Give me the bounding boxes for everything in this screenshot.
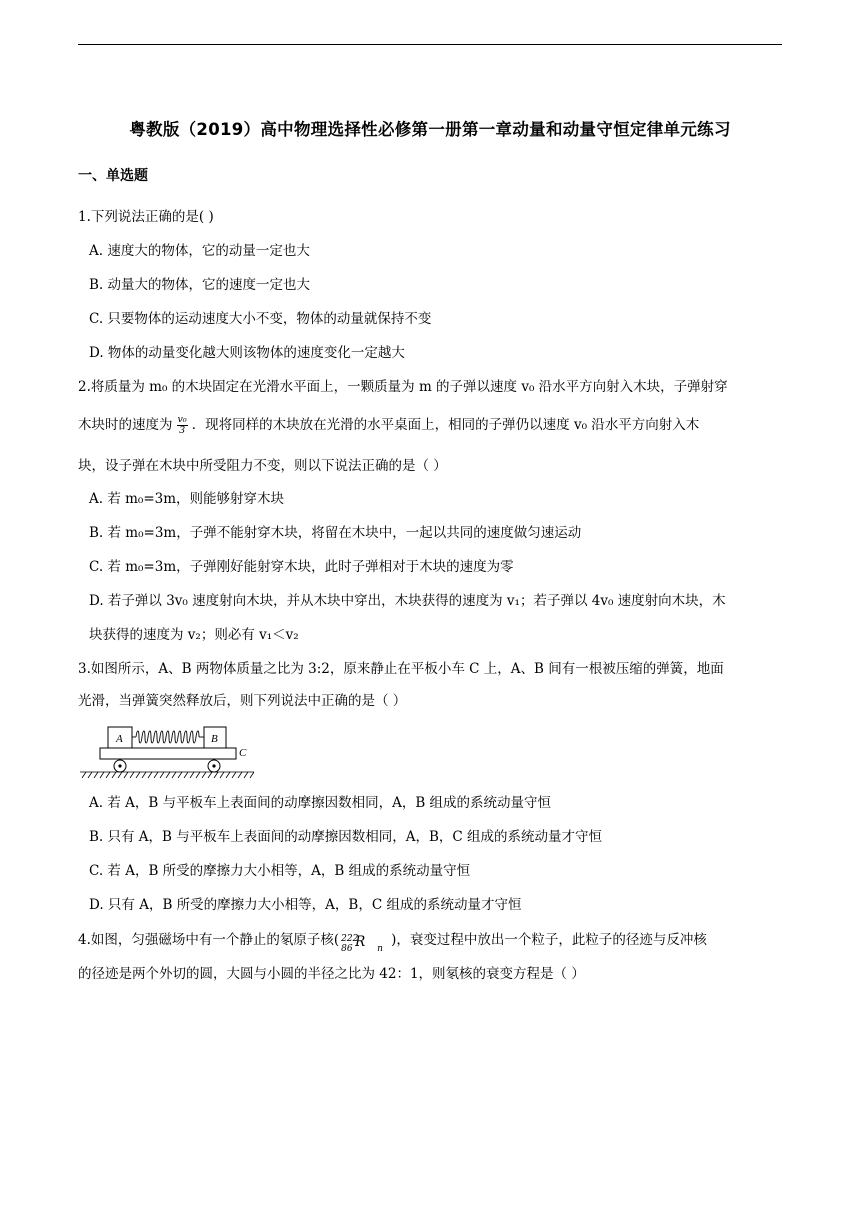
q4-stem-line2: 的径迹是两个外切的圆，大圆与小圆的半径之比为 42：1，则氡核的衰变方程是（ ）: [78, 966, 585, 982]
block-a-label: A: [116, 733, 123, 745]
q2-stem-line1: 2.将质量为 m₀ 的木块固定在光滑水平面上，一颗质量为 m 的子弹以速度 v₀ 沿水平方向射入木块，子弹射穿: [78, 379, 728, 395]
q2-stem-line2: [78, 415, 699, 436]
q1-option-a: A. 速度大的物体，它的动量一定也大: [89, 243, 310, 259]
q2-option-b: B. 若 m₀=3m，子弹不能射穿木块，将留在木块中，一起以共同的速度做匀速运动: [89, 525, 582, 541]
cart-spring-figure: [78, 721, 258, 783]
q2-stem-line2-end: ．现将同样的木块放在光滑的水平桌面上，相同的子弹仍以速度 v₀ 沿水平方向射入木: [191, 417, 700, 433]
q3-option-a: A. 若 A，B 与平板车上表面间的动摩擦因数相同，A，B 组成的系统动量守恒: [89, 795, 552, 811]
q2-stem-line3: 块，设子弹在木块中所受阻力不变，则以下说法正确的是（ ）: [78, 458, 447, 474]
q3-option-b: B. 只有 A，B 与平板车上表面间的动摩擦因数相同，A，B，C 组成的系统动量才守恒: [89, 829, 603, 845]
atomic-number: 86: [341, 943, 353, 954]
element-symbol-tail: n: [377, 943, 383, 954]
document-title: 粤教版（2019）高中物理选择性必修第一册第一章动量和动量守恒定律单元练习: [129, 120, 731, 139]
q4-stem-line1: [78, 931, 707, 954]
compressed-spring: [132, 731, 204, 743]
section-heading: 一、单选题: [78, 168, 148, 184]
cart-wheel-left: [114, 760, 126, 772]
ground-hatching: [80, 772, 254, 778]
q1-stem: 1.下列说法正确的是( ): [78, 209, 214, 225]
q2-option-d-line1: D. 若子弹以 3v₀ 速度射向木块，并从木块中穿出，木块获得的速度为 v₁；若子弹以 4v₀ 速度射向木块，木: [89, 593, 726, 609]
cart-wheel-right: [208, 760, 220, 772]
q4-stem-line1-end: )，衰变过程中放出一个粒子，此粒子的径迹与反冲核: [391, 932, 707, 948]
block-b-label: B: [211, 733, 218, 745]
q3-stem-line2: 光滑，当弹簧突然释放后，则下列说法中正确的是（ ）: [78, 693, 407, 709]
q3-option-c: C. 若 A，B 所受的摩擦力大小相等，A，B 组成的系统动量守恒: [89, 863, 471, 879]
radon-nucleus-notation: [339, 932, 391, 954]
q2-option-a: A. 若 m₀=3m，则能够射穿木块: [89, 491, 285, 507]
velocity-fraction: [177, 415, 188, 436]
q1-option-d: D. 物体的动量变化越大则该物体的速度变化一定越大: [89, 345, 405, 361]
q1-option-c: C. 只要物体的运动速度大小不变，物体的动量就保持不变: [89, 311, 432, 327]
q4-stem-line1-start: 4.如图，匀强磁场中有一个静止的氡原子核(: [78, 932, 340, 948]
q2-option-d-line2: 块获得的速度为 v₂；则必有 v₁＜v₂: [89, 627, 299, 643]
q3-stem-line1: 3.如图所示，A、B 两物体质量之比为 3:2，原来静止在平板小车 C 上，A、B 间有一根被压缩的弹簧，地面: [78, 661, 724, 677]
q2-stem-line2-start: 木块时的速度为: [78, 417, 173, 433]
element-symbol: R: [355, 933, 366, 950]
mass-number: 222: [341, 933, 359, 944]
q2-option-c: C. 若 m₀=3m，子弹刚好能射穿木块，此时子弹相对于木块的速度为零: [89, 559, 514, 575]
cart-label-c: C: [239, 747, 247, 759]
fraction-denominator: 3: [179, 425, 186, 436]
header-rule: [78, 44, 782, 45]
q3-option-d: D. 只有 A，B 所受的摩擦力大小相等，A，B，C 组成的系统动量才守恒: [89, 897, 522, 913]
cart-platform: [100, 748, 236, 759]
fraction-numerator: v₀: [177, 414, 187, 425]
q1-option-b: B. 动量大的物体，它的速度一定也大: [89, 277, 311, 293]
